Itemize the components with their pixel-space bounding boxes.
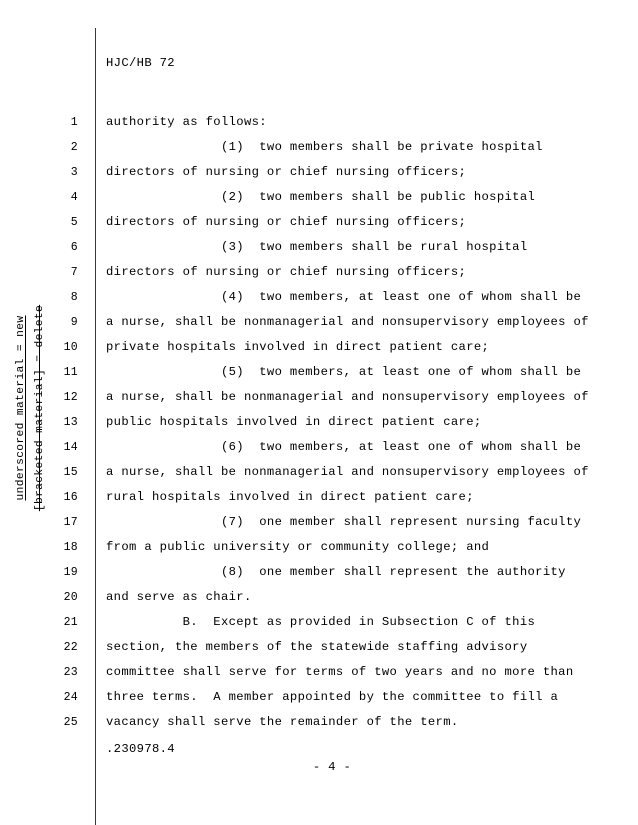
line-number: 15: [63, 466, 78, 479]
body-line: three terms. A member appointed by the committee to fill a: [106, 690, 559, 704]
body-line: (1) two members shall be private hospital: [106, 140, 543, 154]
line-number-column: [40, 110, 78, 735]
line-number: 18: [63, 541, 78, 554]
legend-new-material-text: underscored material = new: [15, 315, 27, 501]
body-line: a nurse, shall be nonmanagerial and nonsupervisory employees of: [106, 315, 589, 329]
body-line: from a public university or community college; and: [106, 540, 490, 554]
line-number: 9: [70, 316, 78, 329]
line-number: 1: [70, 116, 78, 129]
body-line: authority as follows:: [106, 115, 267, 129]
page-number: - 4 -: [312, 760, 352, 774]
body-line: a nurse, shall be nonmanagerial and nonsupervisory employees of: [106, 465, 589, 479]
document-header: HJC/HB 72: [106, 56, 175, 70]
legend-deleted-material-text: [bracketed material] = delete: [34, 304, 46, 512]
line-number: 2: [70, 141, 78, 154]
line-number: 4: [70, 191, 78, 204]
document-body: [106, 110, 589, 735]
body-line: section, the members of the statewide staffing advisory: [106, 640, 528, 654]
line-number: 24: [63, 691, 78, 704]
body-line: committee shall serve for terms of two years and no more than: [106, 665, 574, 679]
line-number: 13: [63, 416, 78, 429]
margin-vertical-rule: [95, 28, 96, 825]
line-number: 6: [70, 241, 78, 254]
document-draft-id: .230978.4: [106, 742, 175, 756]
line-number: 20: [63, 591, 78, 604]
line-number: 14: [63, 441, 78, 454]
line-number: 10: [63, 341, 78, 354]
line-number: 19: [63, 566, 78, 579]
line-number: 25: [63, 716, 78, 729]
line-number: 16: [63, 491, 78, 504]
body-line: vacancy shall serve the remainder of the term.: [106, 715, 459, 729]
line-number: 22: [63, 641, 78, 654]
body-line: directors of nursing or chief nursing officers;: [106, 215, 467, 229]
body-line: rural hospitals involved in direct patient care;: [106, 490, 474, 504]
line-number: 3: [70, 166, 78, 179]
body-line: (2) two members shall be public hospital: [106, 190, 536, 204]
body-line: private hospitals involved in direct patient care;: [106, 340, 490, 354]
line-number: 17: [63, 516, 78, 529]
body-line: (7) one member shall represent nursing faculty: [106, 515, 582, 529]
body-line: public hospitals involved in direct patient care;: [106, 415, 482, 429]
line-number: 11: [63, 366, 78, 379]
line-number: 12: [63, 391, 78, 404]
body-line: (8) one member shall represent the authority: [106, 565, 566, 579]
body-line: directors of nursing or chief nursing officers;: [106, 165, 467, 179]
body-line: B. Except as provided in Subsection C of this: [106, 615, 536, 629]
line-number: 5: [70, 216, 78, 229]
line-number: 21: [63, 616, 78, 629]
line-number: 8: [70, 291, 78, 304]
body-line: and serve as chair.: [106, 590, 252, 604]
legend-new-material: [12, 128, 31, 688]
body-line: (3) two members shall be rural hospital: [106, 240, 528, 254]
body-line: (6) two members, at least one of whom shall be: [106, 440, 582, 454]
body-line: directors of nursing or chief nursing officers;: [106, 265, 467, 279]
line-number: 7: [70, 266, 78, 279]
body-line: (4) two members, at least one of whom shall be: [106, 290, 582, 304]
body-line: (5) two members, at least one of whom shall be: [106, 365, 582, 379]
body-line: a nurse, shall be nonmanagerial and nonsupervisory employees of: [106, 390, 589, 404]
line-number: 23: [63, 666, 78, 679]
